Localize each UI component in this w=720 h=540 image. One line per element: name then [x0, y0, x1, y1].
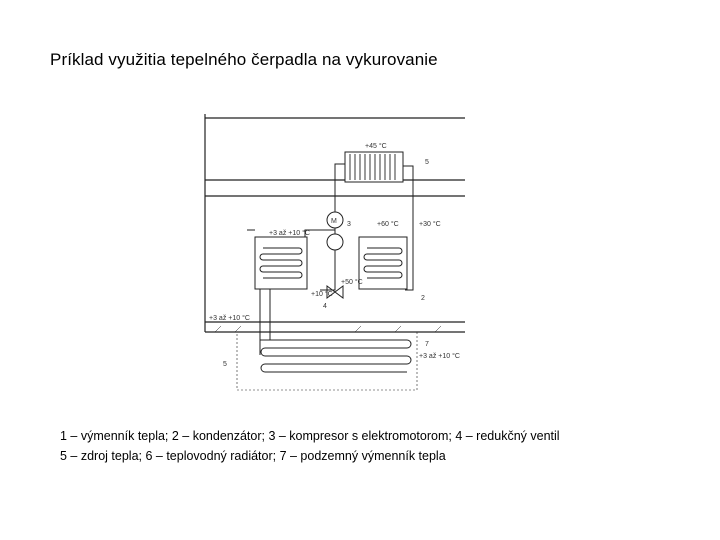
compressor-number-label: 3 — [347, 221, 351, 228]
underground-number-label: 7 — [425, 341, 429, 348]
temp-10-label: +10 °C — [311, 291, 333, 298]
condenser-number-label: 2 — [421, 295, 425, 302]
underground-heat-exchanger — [237, 332, 417, 390]
radiator-number-label: 5 — [425, 159, 429, 166]
heat-pump-diagram — [195, 100, 475, 400]
heat-exchanger-evaporator — [255, 237, 307, 289]
condenser — [359, 237, 407, 289]
motor-label: M — [331, 218, 337, 225]
source-number-label: 5 — [223, 361, 227, 368]
caption-line-1: 1 – výmenník tepla; 2 – kondenzátor; 3 – kompresor s elektromotorom; 4 – redukčný ventil — [60, 429, 560, 443]
ground-temp-label: +3 až +10 °C — [209, 315, 250, 322]
legend-caption — [60, 426, 560, 466]
temp-30-label: +30 °C — [419, 221, 441, 228]
left-temp-label: +3 až +10 °C — [269, 230, 310, 237]
radiator-temp-label: +45 °C — [365, 143, 387, 150]
radiator — [345, 152, 403, 182]
page-title: Príklad využitia tepelného čerpadla na vykurovanie — [50, 50, 438, 69]
temp-60-label: +60 °C — [377, 221, 399, 228]
caption-line-2: 5 – zdroj tepla; 6 – teplovodný radiátor; 7 – podzemný výmenník tepla — [60, 449, 446, 463]
valve-number-label: 4 — [323, 303, 327, 310]
temp-50-label: +50 °C — [341, 279, 363, 286]
underground-temp-label: +3 až +10 °C — [419, 353, 460, 360]
